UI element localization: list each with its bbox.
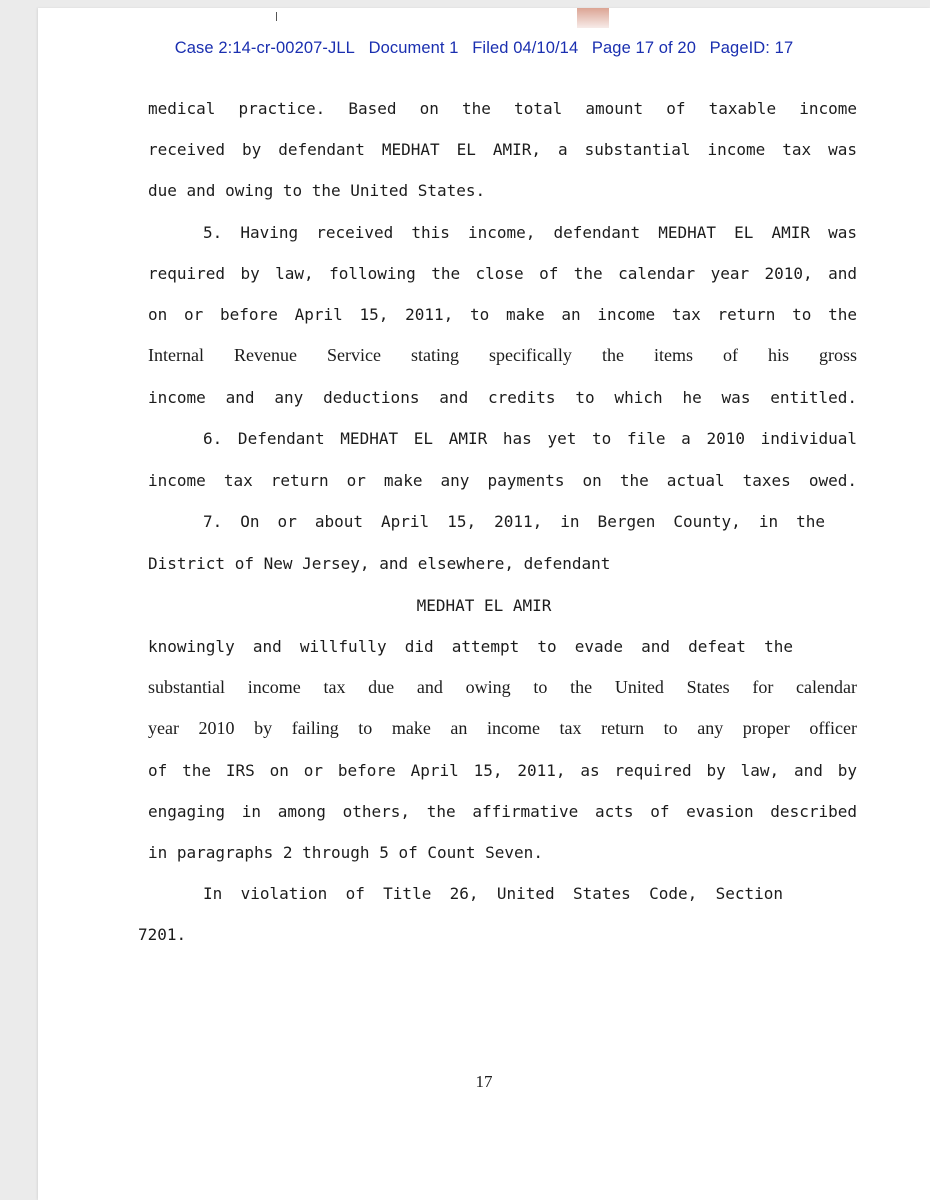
text-line: received by defendant MEDHAT EL AMIR, a substantial income tax was [148, 140, 857, 159]
case-header [38, 39, 930, 58]
paragraph-5-start: 5. Having received this income, defendant MEDHAT EL AMIR was [203, 223, 857, 242]
text-line: Internal Revenue Service stating specifically the items of his gross [148, 345, 857, 365]
page-number: 17 [475, 1072, 493, 1091]
text-line: on or before April 15, 2011, to make an income tax return to the [148, 305, 857, 324]
text-line: due and owing to the United States. [148, 181, 486, 200]
section-number: 7201. [138, 925, 187, 944]
text-line: engaging in among others, the affirmative acts of evasion described [148, 802, 857, 821]
filed-date: Filed 04/10/14 [472, 39, 579, 57]
scan-mark [577, 8, 609, 28]
text-line: substantial income tax due and owing to the United States for calendar [148, 677, 857, 697]
text-line: income tax return or make any payments on the actual taxes owed. [148, 471, 857, 490]
text-line: of the IRS on or before April 15, 2011, as required by law, and by [148, 761, 857, 780]
page-count: Page 17 of 20 [591, 39, 696, 57]
text-line: in paragraphs 2 through 5 of Count Seven. [148, 843, 543, 862]
text-line: medical practice. Based on the total amount of taxable income [148, 99, 857, 118]
page-id: PageID: 17 [709, 39, 794, 57]
text-line: required by law, following the close of the calendar year 2010, and [148, 264, 857, 283]
text-line: income and any deductions and credits to which he was entitled. [148, 388, 857, 407]
paragraph-7-start: 7. On or about April 15, 2011, in Bergen County, in the [203, 512, 825, 531]
case-number: Case 2:14-cr-00207-JLL [174, 39, 355, 57]
document-number: Document 1 [368, 39, 459, 57]
document-page [38, 8, 930, 1200]
text-line: year 2010 by failing to make an income tax return to any proper officer [148, 718, 857, 738]
scan-tick [276, 12, 277, 21]
text-line: District of New Jersey, and elsewhere, defendant [148, 554, 611, 573]
defendant-name: MEDHAT EL AMIR [416, 596, 552, 615]
paragraph-6-start: 6. Defendant MEDHAT EL AMIR has yet to file a 2010 individual [203, 429, 857, 448]
violation-line: In violation of Title 26, United States Code, Section [203, 884, 783, 903]
text-line: knowingly and willfully did attempt to evade and defeat the [148, 637, 793, 656]
